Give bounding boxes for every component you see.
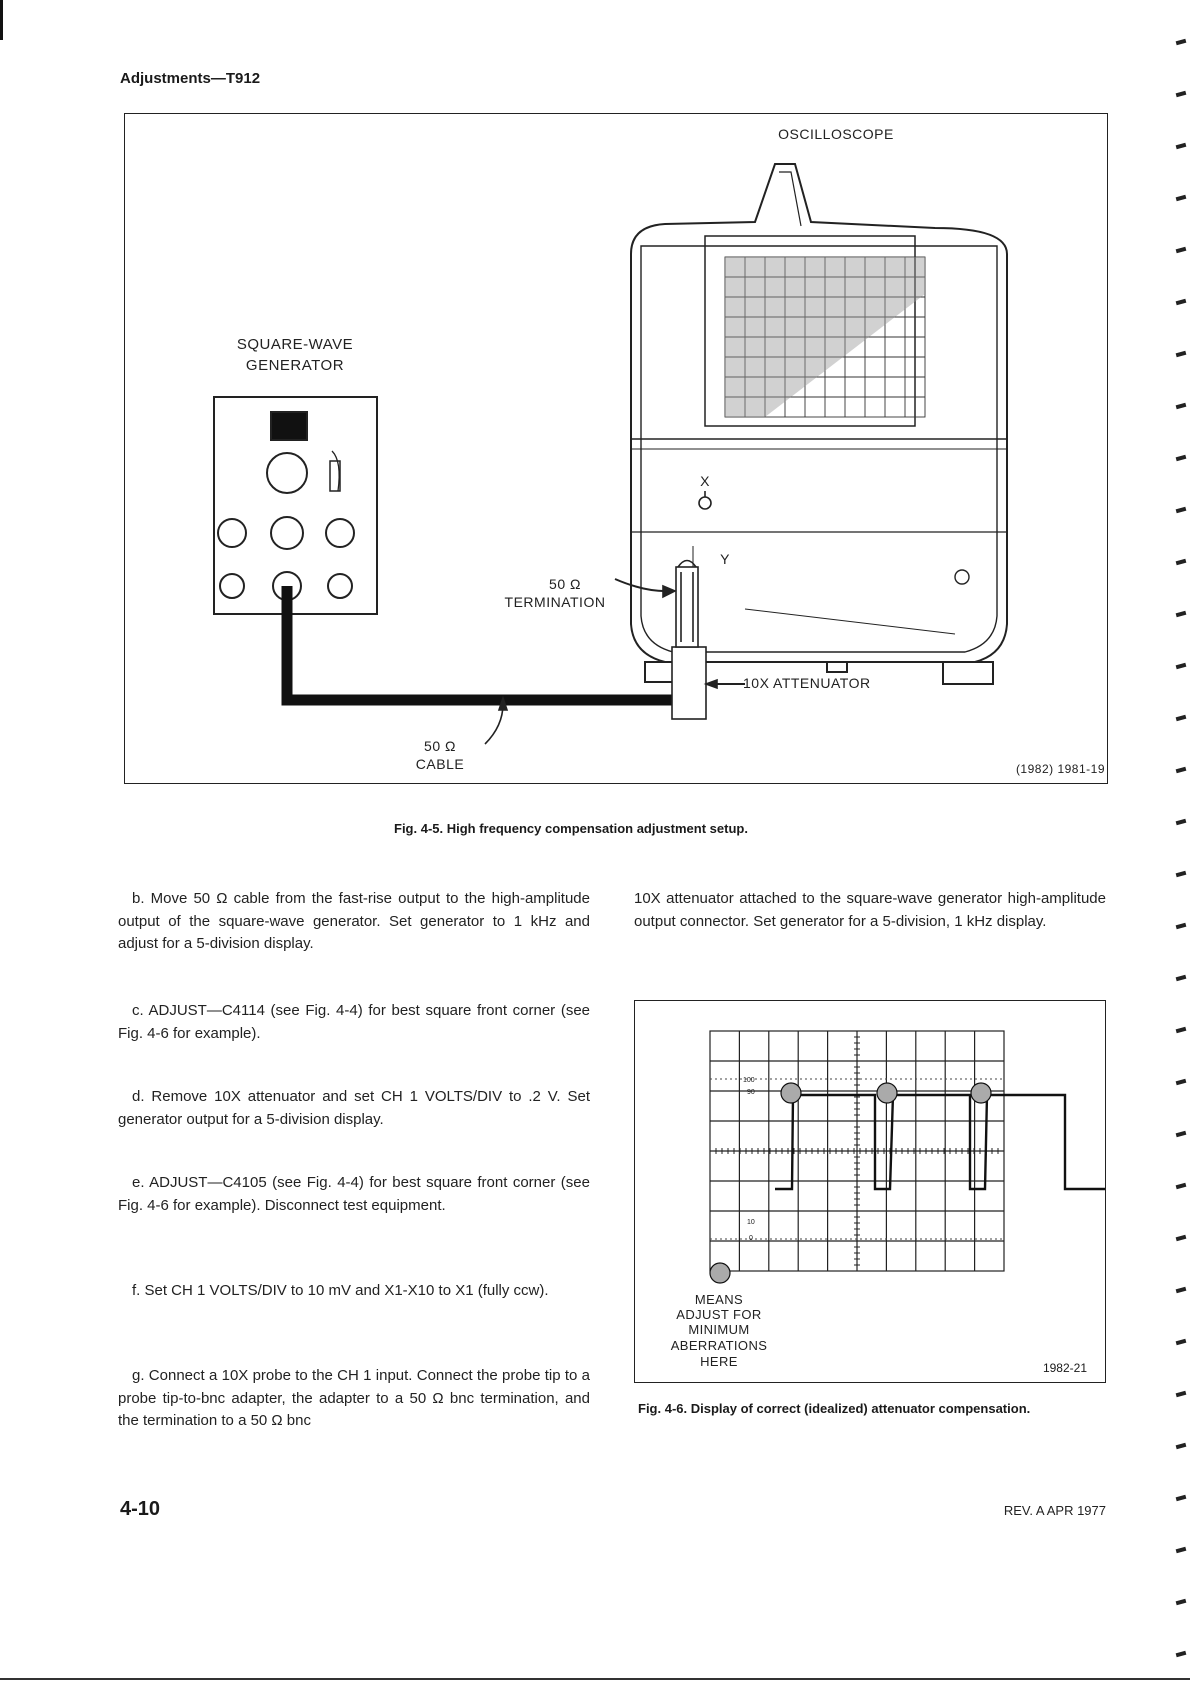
paragraph-c: c. ADJUST—C4114 (see Fig. 4-4) for best square front corner (see Fig. 4-6 for example). (118, 1002, 590, 1042)
legend-line-5: HERE (700, 1354, 738, 1369)
legend-line-3: MINIMUM (688, 1322, 750, 1337)
figure2-id: 1982-21 (1042, 1361, 1087, 1375)
legend-line-1: MEANS (694, 1292, 744, 1307)
paragraph-continued: 10X attenuator attached to the square-wave generator high-amplitude output connector. Set generator for a 5-division, 1 kHz display. (634, 890, 1106, 930)
y-input-label: Y (720, 551, 730, 567)
figure2-caption: Fig. 4-6. Display of correct (idealized) attenuator compensation. (638, 1401, 1031, 1416)
x-input-label: X (700, 473, 710, 489)
setup-drawing (125, 114, 1109, 785)
square-wave-generator (214, 397, 377, 614)
tick-0: 0 (749, 1235, 753, 1242)
paragraph-d: d. Remove 10X attenuator and set CH 1 VOLTS/DIV to .2 V. Set generator output for a 5-division display. (118, 1088, 590, 1128)
paragraph-g: g. Connect a 10X probe to the CH 1 input. Connect the probe tip to a probe tip-to-bnc adapter, the adapter to a 50 Ω bnc termination, and the termination to a 50 Ω bnc (118, 1367, 590, 1429)
revision-note: REV. A APR 1977 (1003, 1503, 1106, 1518)
legend-line-4: ABERRATIONS (670, 1338, 768, 1353)
figure1-caption: Fig. 4-5. High frequency compensation adjustment setup. (394, 821, 748, 836)
aberration-markers (710, 1083, 991, 1283)
generator-label-line1: SQUARE-WAVE (236, 336, 354, 353)
scan-edge-marks (1158, 0, 1190, 1684)
paragraph-e: e. ADJUST—C4105 (see Fig. 4-4) for best square front corner (see Fig. 4-6 for example). Disconnect test equipment. (118, 1174, 590, 1214)
scan-corner-mark (0, 0, 3, 40)
termination-value: 50 Ω (549, 576, 581, 592)
paragraph-f: f. Set CH 1 VOLTS/DIV to 10 mV and X1-X10 to X1 (fully ccw). (132, 1282, 549, 1299)
figure-id: (1982) 1981-19 (1015, 762, 1105, 776)
attenuator-label: 10X ATTENUATOR (743, 675, 871, 691)
tick-100: 100 (743, 1077, 755, 1084)
cable-label: CABLE (415, 756, 465, 772)
tick-10: 10 (747, 1219, 755, 1226)
page-number: 4-10 (120, 1498, 161, 1520)
figure-setup-diagram (124, 113, 1108, 784)
cable-value: 50 Ω (424, 738, 456, 754)
generator-label-line2: GENERATOR (245, 357, 345, 374)
paragraph-b: b. Move 50 Ω cable from the fast-rise output to the high-amplitude output of the square-wave generator. Set generator to 1 kHz and adjust for a 5-division display. (118, 890, 590, 952)
scan-bottom-edge (0, 1678, 1190, 1680)
page-header: Adjustments—T912 (120, 70, 261, 87)
tick-90: 90 (747, 1089, 755, 1096)
attenuator-and-termination (485, 561, 745, 745)
legend-line-2: ADJUST FOR (676, 1307, 762, 1322)
square-wave-trace (775, 1095, 1105, 1189)
figure-compensation-display (634, 1000, 1106, 1383)
oscilloscope-label: OSCILLOSCOPE (778, 126, 894, 142)
termination-label: TERMINATION (504, 594, 606, 610)
